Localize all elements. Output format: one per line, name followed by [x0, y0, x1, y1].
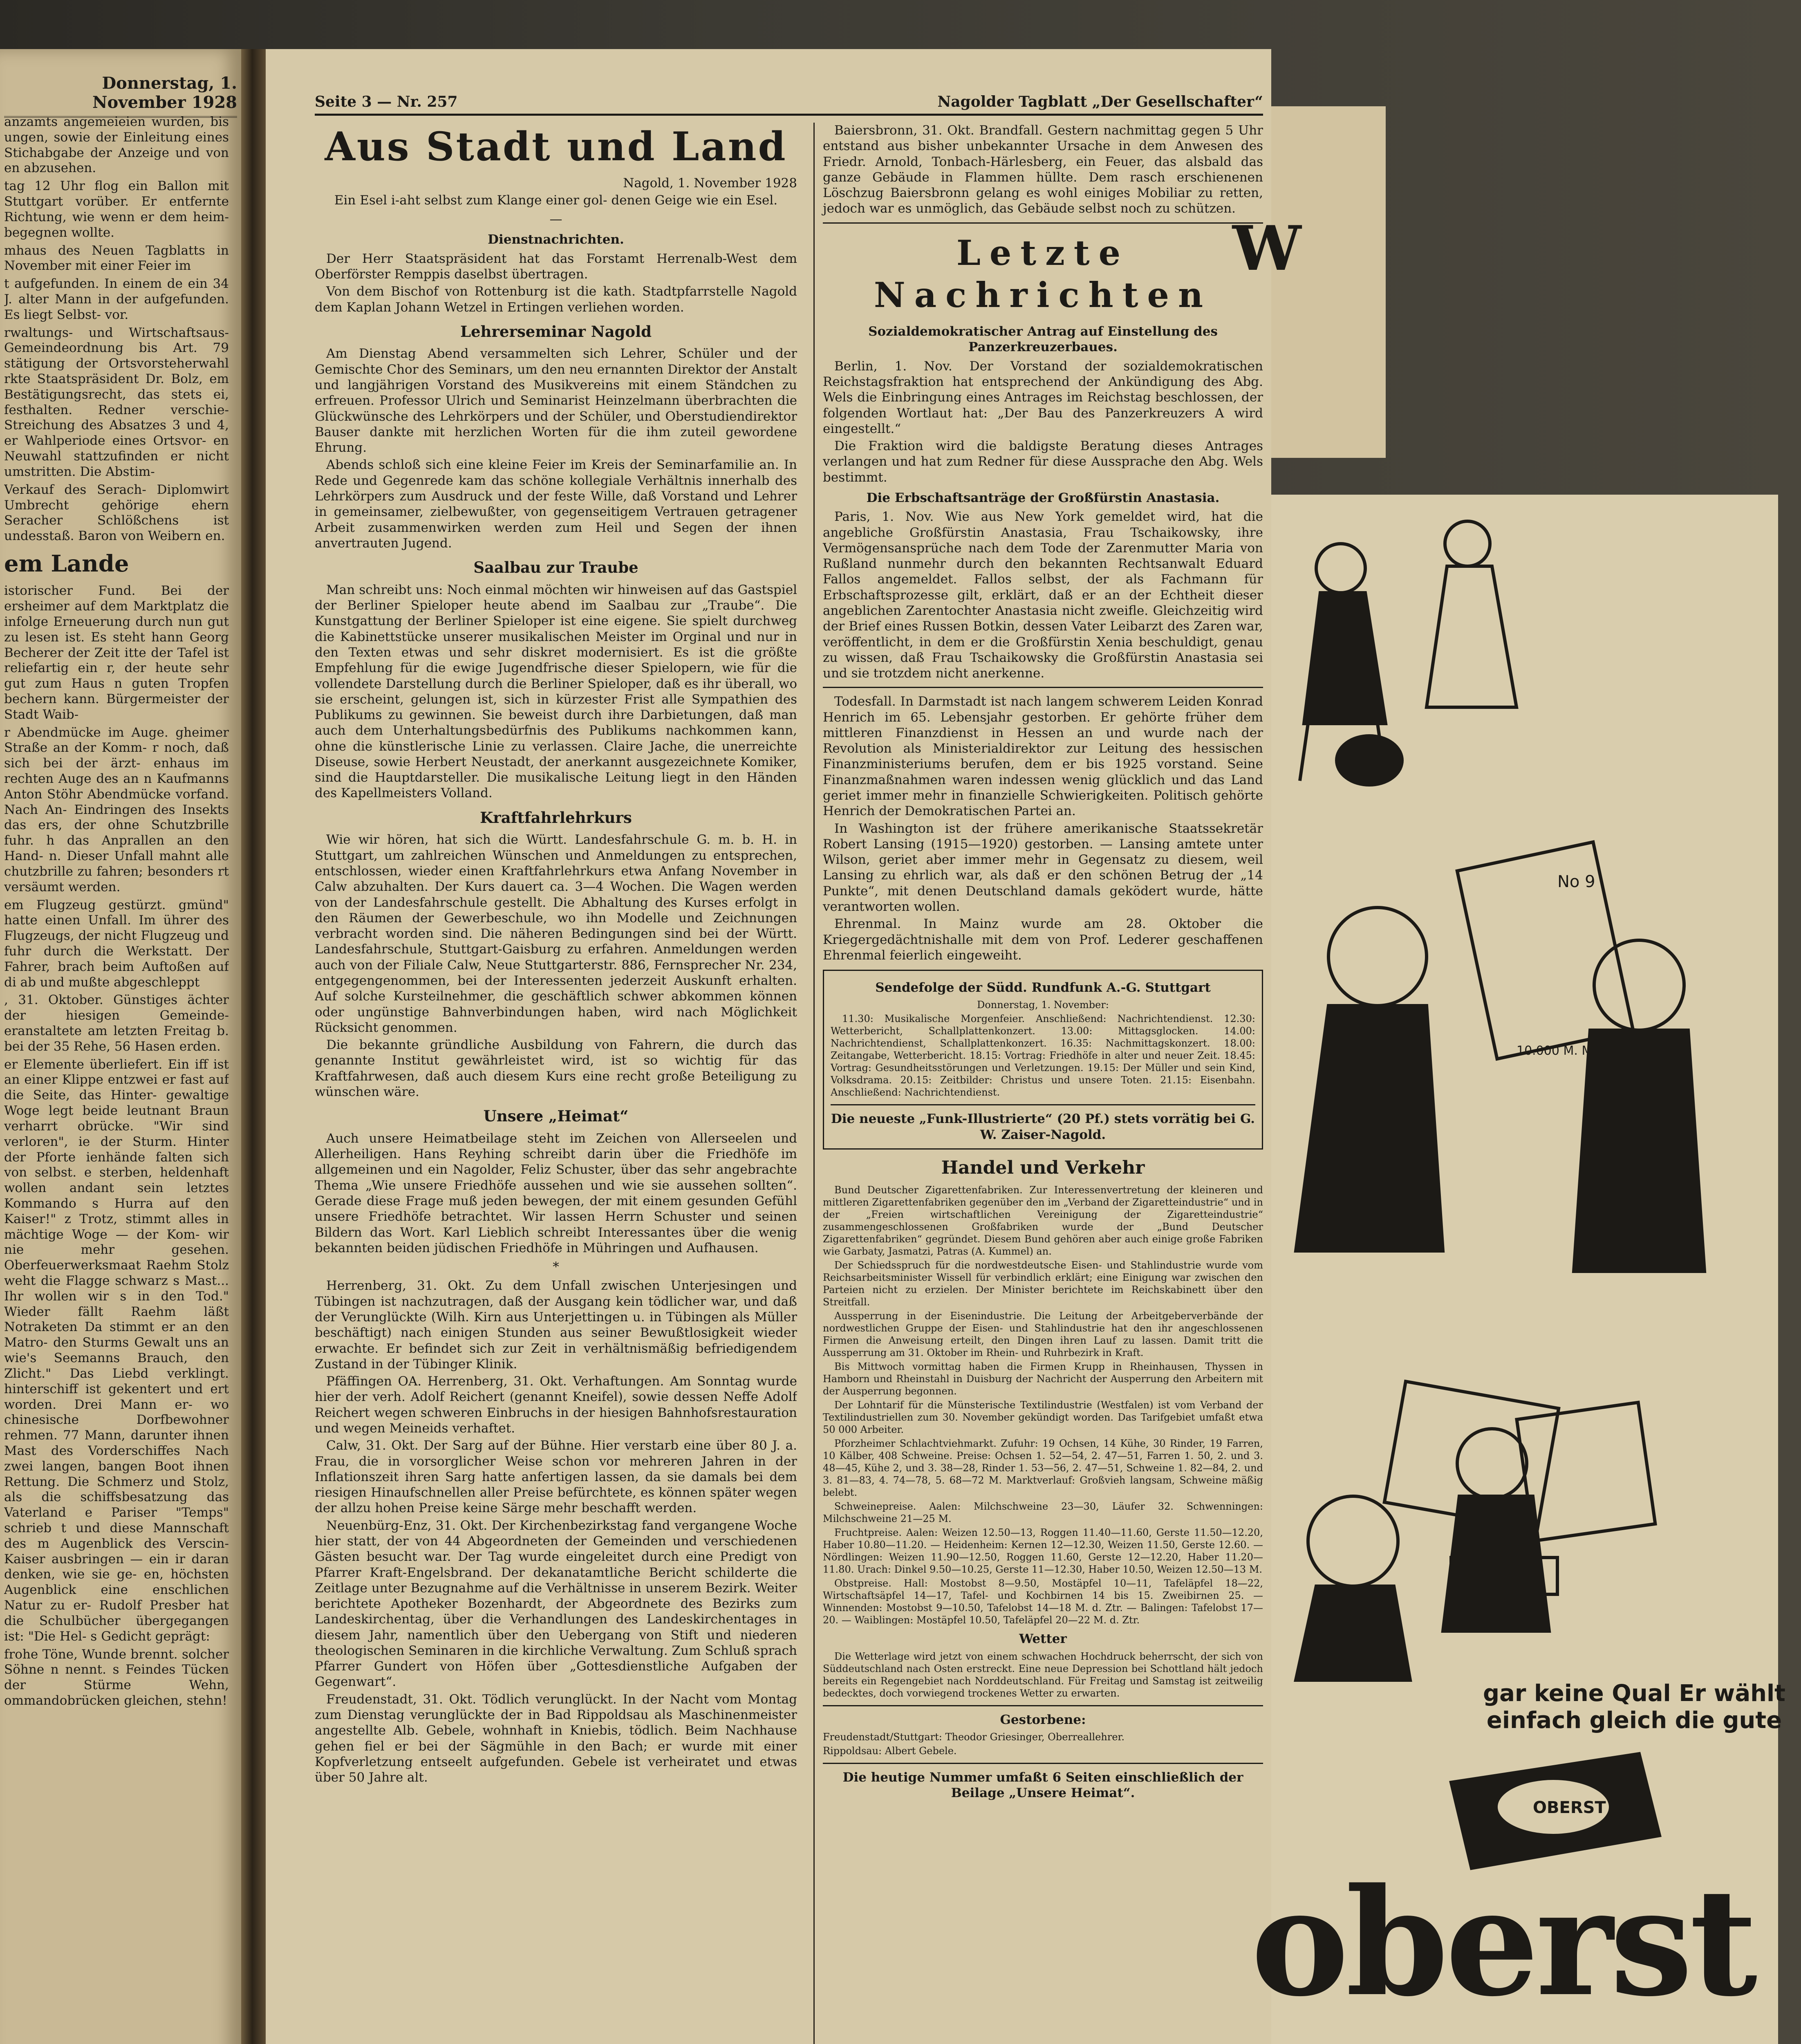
- lp-paragraph: istorischer Fund. Bei der ersheimer auf dem Marktplatz die infolge Erneuerung durch nun gut zu lesen ist. Es steht hann Georg Becherer der Zeit itte der Tafel ist reliefartig ein r, der heute sehr gut zum Haus n guten Tropfen bechern kann. Bürgermeister der Stadt Waib-: [4, 583, 229, 722]
- left-page-header: Donnerstag, 1. November 1928: [4, 74, 237, 118]
- left-page: [0, 49, 241, 2044]
- article-text: Pfäffingen OA. Herrenberg, 31. Okt. Verhaftungen. Am Sonntag wurde hier der verh. Adolf Reichert (genannt Kneifel), sowie dessen Neffe Adolf Reichert wegen schweren Einbruchs in der hiesigen Bahnhofsrestauration und wegen Meineids verhaftet.: [315, 1374, 797, 1436]
- lp-paragraph: rwaltungs- und Wirtschaftsaus- Gemeindeordnung bis Art. 79 stätigung der Ortsvorsteherwahl rkte Staatspräsident Dr. Bolz, em Bestätigungsrecht, das stets ei, festhalten. Redner verschie- Streichung des Absatzes 3 und 4, er Wahlperiode eines Ortsvor- en Neuwahl stattzufinden er nicht umstritten. Die Abstim-: [4, 325, 229, 479]
- page-header: [315, 86, 1263, 116]
- page-gutter: [241, 49, 266, 2044]
- article-text: Auch unsere Heimatbeilage steht im Zeichen von Allerseelen und Allerheiligen. Hans Reyhing schreibt darin über die Friedhöfe im allgemeinen und ein Nagolder, Feliz Schuster, über das sehr angebrachte Thema „Wie unsere Friedhöfe aussehen und wie sie aussehen sollten“. Gerade diese Frage muß jeden bewegen, der mit einem gesunden Gefühl unsere Friedhöfe betrachtet. Wir lassen Herrn Schuster und seinen Bildern das Wort. Karl Lieblich schreibt Interessantes über die wenig bekannten beiden jüdischen Friedhöfe in Mühringen und Aufhausen.: [315, 1131, 797, 1255]
- article-text: Von dem Bischof von Rottenburg ist die kath. Stadtpfarrstelle Nagold dem Kaplan Johann Wetzel in Ertingen verliehen worden.: [315, 284, 797, 315]
- ad-tagline: gar keine Qual Er wählt einfach gleich die gute: [1483, 1680, 1785, 1734]
- trade-text: Bund Deutscher Zigarettenfabriken. Zur Interessenvertretung der kleineren und mittleren Zigarettenfabriken gegenüber den im „Verband der Zigaretteindustrie“ und in der „Freien wirtschaftlichen Vereinigung der Zigaretteindustrie“ zusammengeschlossenen Großfabriken wurde der „Bund Deutscher Zigarettenfabriken“ gegründet. Diesem Bund gehören aber auch einige große Fabriken wie Garbaty, Jasmatzi, Patras (A. Kummel) an.: [823, 1184, 1263, 1257]
- article-text: Herrenberg, 31. Okt. Zu dem Unfall zwischen Unterjesingen und Tübingen ist nachzutragen, daß der Ausgang kein tödlicher war, und daß der Verunglückte (Wilh. Kirn aus Unterjettingen u. in Tübingen als Müller beschäftigt) nach einigen Stunden aus seiner Bewußtlosigkeit wieder erwachte. Er befindet sich zur Zeit in verhältnismäßig befriedigendem Zustand in der Tübinger Klinik.: [315, 1278, 797, 1372]
- lp-paragraph: r Abendmücke im Auge. gheimer Straße an der Komm- r noch, daß sich bei der ärzt- enhaus im rechten Auge des an n Kaufmanns Anton Stöhr Abendmücke vorfand. Nach An- Eindringen des Insekts das ers, der ohne Schutzbrille fuhr. h das Anprallen an den Hand- n. Dieser Unfall mahnt alle chutzbrille zu fahren; besonders rt versäumt werden.: [4, 725, 229, 894]
- article-text: Der Herr Staatspräsident hat das Forstamt Herrenalb-West dem Oberförster Remppis daselbst übertragen.: [315, 251, 797, 282]
- lp-section-title: em Lande: [4, 550, 129, 577]
- lp-paragraph: em Flugzeug gestürzt. gmünd" hatte einen Unfall. Im ührer des Flugzeugs, der nicht Flugzeug und fuhr durch die Werkstatt. Der Fahrer, brach beim Auftoßen auf di ab und mußte abgeschleppt: [4, 897, 229, 990]
- divider: [831, 1104, 1255, 1105]
- divider: [823, 1705, 1263, 1706]
- article-text: Baiersbronn, 31. Okt. Brandfall. Gestern nachmittag gegen 5 Uhr entstand aus bisher unbekannter Ursache in dem Anwesen des Friedr. Arnold, Tonbach-Härlesberg, ein Feuer, das alsbald das ganze Gebäude in Flammen hüllte. Dem rasch erschienenen Löschzug Baiersbronn gelang es wohl einiges Mobiliar zu retten, jedoch war es unmöglich, das Gebäude selbst noch zu schützen.: [823, 123, 1263, 216]
- section-title: Letzte Nachrichten: [874, 232, 1212, 316]
- article-heading: Die Erbschaftsanträge der Großfürstin Anastasia.: [866, 490, 1220, 505]
- masthead: Nagolder Tagblatt „Der Gesellschafter“: [937, 93, 1263, 110]
- separator-star: *: [553, 1260, 559, 1275]
- column-1: [315, 123, 797, 2044]
- trade-text: Obstpreise. Hall: Mostobst 8—9.50, Mostäpfel 10—11, Tafeläpfel 18—22, Wirtschaftsäpfel 14—17, Tafel- und Kochbirnen 14 bis 15. Zweibirnen 25. — Winnenden: Mostobst 9—10.50, Tafelobst 14—18 M. d. Ztr. — Balingen: Tafelobst 17—20. — Waiblingen: Mostäpfel 10.50, Tafeläpfel 20—22 M. d. Ztr.: [823, 1578, 1263, 1626]
- trade-text: Der Schiedsspruch für die nordwestdeutsche Eisen- und Stahlindustrie wurde vom Reichsarbeitsminister Wissell für verbindlich erklärt; eine Einigung war zwischen den Parteien nicht zu erzielen. Der Minister berichtete im Reichskabinett über den Streitfall.: [823, 1260, 1263, 1308]
- article-text: Die Fraktion wird die baldigste Beratung dieses Antrages verlangen und hat zum Redner für diese Aussprache den Abg. Wels bestimmt.: [823, 439, 1263, 485]
- radio-note: Die neueste „Funk-Illustrierte“ (20 Pf.) stets vorrätig bei G. W. Zaiser-Nagold.: [831, 1112, 1255, 1142]
- article-heading: Dienstnachrichten.: [488, 232, 624, 247]
- left-page-text: [4, 114, 229, 2044]
- section-title: Handel und Verkehr: [941, 1157, 1145, 1178]
- trade-text: Fruchtpreise. Aalen: Weizen 12.50—13, Roggen 11.40—11.60, Gerste 11.50—12.20, Haber 10.80—11.20. — Heidenheim: Kernen 12—12.30, Weizen 11.50, Gerste 12.60. — Nördlingen: Weizen 11.90—12.50, Roggen 11.60, Gerste 12—12.20, Haber 11.20—11.80. Urach: Dinkel 9.50—10.25, Gerste 11—12.30, Haber 10.50, Weizen 12.50—13 M.: [823, 1527, 1263, 1576]
- article-text: Todesfall. In Darmstadt ist nach langem schwerem Leiden Konrad Henrich im 65. Lebensjahr gestorben. Er gehörte früher dem mittleren Finanzdienst in Hessen an und wurde nach der Revolution als Ministerialdirektor zur Leitung des hessischen Finanzministeriums berufen, dem er bis 1925 vorstand. Seine Finanzmaßnahmen waren indessen wenig glücklich und das Land geriet immer mehr in finanzielle Schwierigkeiten. Politisch gehörte Henrich der Demokratischen Partei an.: [823, 694, 1263, 819]
- radio-box: [823, 970, 1263, 1150]
- article-heading: Lehrerseminar Nagold: [460, 322, 652, 341]
- article-text: Paris, 1. Nov. Wie aus New York gemeldet wird, hat die angebliche Großfürstin Anastasia, Frau Tschaikowsky, ihre Vermögensansprüche nach dem Tode der Zarenmutter Maria von Rußland nunmehr durch den bekannten Rechtsanwalt Eduard Fallos angemeldet. Fallos selbst, der als Fachmann für Erbschaftsprozesse gilt, erklärt, daß er an der Echtheit dieser angeblichen Zarentochter Anastasia nicht zweifle. Gleichzeitig wird der Brief eines Russen Botkin, dessen Vater Leibarzt des Zaren war, veröffentlicht, in dem er die Großfürstin Xenia beschuldigt, genau zu wissen, daß Frau Tschaikowsky die Großfürstin Anastasia sei und sie trotzdem nicht anerkenne.: [823, 509, 1263, 681]
- issue-footer: Die heutige Nummer umfaßt 6 Seiten einschließlich der Beilage „Unsere Heimat“.: [842, 1770, 1243, 1801]
- article-text: Berlin, 1. Nov. Der Vorstand der sozialdemokratischen Reichstagsfraktion hat entsprechend der Ankündigung des Abg. Wels die Einbringung eines Antrages im Reichstag beschlossen, der folgenden Wortlaut hat: „Der Bau des Panzerkreuzers A wird eingestellt.“: [823, 359, 1263, 436]
- article-text: Man schreibt uns: Noch einmal möchten wir hinweisen auf das Gastspiel der Berliner Spieloper heute abend im Saalbau zur „Traube“. Die Kunstgattung der Berliner Spieloper ist eine eigene. Sie spielt durchweg die Kabinettstücke unserer musikalischen Meister im Orginal und nur in den Texten etwas und sehr diskret modernisiert. Es ist die größte Empfehlung für die ewige Jugendfrische dieser Spielopern, wie für die vollendete Darstellung durch die Berliner Spieloper, daß es ihr überall, wo sie erscheint, gelungen ist, sich in kürzester Frist alle Sympathien des Publikums zu gewinnen. Sie beweist durch ihre Darbietungen, daß man auch dem Unterhaltungsbedürfnis des Publikums nachkommen kann, ohne die künstlerische Linie zu verlassen. Claire Jache, die unerreichte Diseuse, sowie Herbert Neustadt, der anerkannt ausgezeichnete Komiker, sind die Hauptdarsteller. Die musikalische Leitung liegt in den Händen des Kapellmeisters Volland.: [315, 582, 797, 801]
- article-heading: Kraftfahrlehrkurs: [480, 808, 632, 827]
- article-text: Wie wir hören, hat sich die Württ. Landesfahrschule G. m. b. H. in Stuttgart, um zahlreichen Wünschen und Anmeldungen zu entsprechen, entschlossen, wieder einen Kraftfahrlehrkurs etwa Anfang November in Calw abzuhalten. Der Kurs dauert ca. 3—4 Wochen. Die Wagen werden von der Landesfahrschule gestellt. Die Abhaltung des Kurses erfolgt in den Räumen der Gewerbeschule, wo ihn Modelle und Zeichnungen verbracht worden sind. Die näheren Bedingungen sind bei der Württ. Landesfahrschule, Stuttgart-Gaisburg zu erfahren. Anmeldungen werden auch von der Filiale Calw, Neue Stuttgarterstr. 886, Fernsprecher Nr. 234, entgegengenommen, bei der Interessenten jederzeit Auskunft erhalten. Auf solche Kursteilnehmer, die geschäftlich schwer abkommen können oder ungünstige Bahnverbindungen haben, wird nach Möglichkeit Rücksicht genommen.: [315, 832, 797, 1035]
- trade-text: Pforzheimer Schlachtviehmarkt. Zufuhr: 19 Ochsen, 14 Kühe, 30 Rinder, 19 Farren, 10 Kälber, 408 Schweine. Preise: Ochsen 1. 52—54, 2. 47—51, Farren 1. 50, 2. und 3. 48—45, Kühe 2, und 3. 38—28, Rinder 1. 53—56, 2. 47—51, Schweine 1. 82—84, 2. und 3. 81—83, 4. 74—78, 5. 68—72 M. Marktverlauf: Großvieh langsam, Schweine mäßig belebt.: [823, 1438, 1263, 1499]
- main-page: [266, 49, 1271, 2044]
- column-2: [813, 123, 1263, 2044]
- article-text: Am Dienstag Abend versammelten sich Lehrer, Schüler und der Gemischte Chor des Seminars, um den neu ernannten Direktor der Anstalt und langjährigen Vorstand des Musikvereins mit einem Ständchen zu erfreuen. Professor Ulrich und Seminarist Heinzelmann überbrachten die Glückwünsche des Lehrkörpers und der Schüler, und Oberstudiendirektor Bauser dankte mit herzlichen Worten für die ihm zuteil gewordene Ehrung.: [315, 346, 797, 455]
- page-number: Seite 3 — Nr. 257: [315, 93, 458, 110]
- lp-paragraph: tag 12 Uhr flog ein Ballon mit Stuttgart vorüber. Er entfernte Richtung, wie wenn er dem heim- begegnen wollte.: [4, 179, 229, 240]
- lp-paragraph: anzamts angemeieien wurden, bis ungen, sowie der Einleitung eines Stichabgabe der Anzeige und von en abzusehen.: [4, 114, 229, 176]
- motto: Ein Esel i-aht selbst zum Klange einer gol- denen Geige wie ein Esel.: [334, 193, 778, 208]
- divider: [823, 687, 1263, 688]
- ad-fragment-letter: W: [1232, 213, 1301, 285]
- article-text: Ehrenmal. In Mainz wurde am 28. Oktober die Kriegergedächtnishalle mit dem von Prof. Lederer geschaffenen Ehrenmal feierlich eingeweiht.: [823, 917, 1263, 963]
- lp-paragraph: Verkauf des Serach- Diplomwirt Umbrecht gehörige ehern Seracher Schlößchens ist undesstaß. Baron von Weibern en.: [4, 482, 229, 544]
- divider: [823, 1763, 1263, 1764]
- trade-text: Der Lohntarif für die Münsterische Textilindustrie (Westfalen) ist vom Verband der Textilindustriellen zum 30. November gekündigt worden. Das Tarifgebiet umfaßt etwa 50 000 Arbeiter.: [823, 1399, 1263, 1436]
- article-text: Freudenstadt, 31. Okt. Tödlich verunglückt. In der Nacht vom Montag zum Dienstag verunglückte der in Bad Rippoldsau als Maschinenmeister angestellte Alb. Gebele, wohnhaft in Kniebis, tödlich. Beim Nachhause gehen fiel er bei der Sägmühle in den Bach; er wurde mit einer Kopfverletzung entseelt aufgefunden. Gebele ist verheiratet und etwas über 50 Jahre alt.: [315, 1692, 797, 1785]
- ad-illustration: [1271, 495, 1778, 2044]
- trade-text: Schweinepreise. Aalen: Milchschweine 23—30, Läufer 32. Schwenningen: Milchschweine 21—25 M.: [823, 1501, 1263, 1525]
- death-entry: Freudenstadt/Stuttgart: Theodor Griesinger, Oberreallehrer.: [823, 1731, 1125, 1743]
- article-heading: Unsere „Heimat“: [483, 1107, 629, 1125]
- article-text: Neuenbürg-Enz, 31. Okt. Der Kirchenbezirkstag fand vergangene Woche hier statt, der von 44 Abgeordneten der Gemeinden und verschiedenen Gästen besucht war. Der Tag wurde eingeleitet durch eine Predigt von Pfarrer Kraft-Engelsbrand. Der dekanatamtliche Bericht schilderte die Zeitlage unter Bezugnahme auf die Verhältnisse in unserem Bezirk. Weiter berichtete Apotheker Bozenhardt, der Abgeordnete des Bezirks zum Landeskirchentag, über die Verhandlungen des Landeskirchentages in diesem Jahr, namentlich über den Uebergang von Stift und niederen theologischen Seminaren in die kirchliche Verwaltung. Zum Schluß sprach Pfarrer Gundert von Höfen über „Gottesdienstliche Aufgaben der Gegenwart“.: [315, 1518, 797, 1690]
- pack-label: OBERST: [1533, 1798, 1606, 1817]
- price-tag: 10.000 M. MITGIFT: [1517, 1044, 1631, 1058]
- article-text: Die bekannte gründliche Ausbildung von Fahrern, die durch das genannte Institut gewährleistet wird, ist so wichtig für das Kraftfahrwesen, daß auch diesem Kurs eine recht große Beteiligung zu wünschen wäre.: [315, 1038, 797, 1099]
- article-text: Calw, 31. Okt. Der Sarg auf der Bühne. Hier verstarb eine über 80 J. a. Frau, die in vorsorglicher Weise schon vor mehreren Jahren in der Inflationszeit ihren Sarg hatte anfertigen lassen, da sie damals bei dem riesigen Hinaufschnellen aller Preise befürchtete, es können später wegen der allzu hohen Preise keine Särge mehr beschafft werden.: [315, 1438, 797, 1516]
- section-title: Aus Stadt und Land: [325, 123, 787, 170]
- lp-paragraph: , 31. Oktober. Günstiges ächter der hiesigen Gemeinde- eranstaltete am letzten Freitag b. bei der 35 Rehe, 56 Hasen erden.: [4, 993, 229, 1054]
- ad-page: [1271, 495, 1778, 2044]
- bellboy-illustration: [1296, 1429, 1557, 1680]
- radio-program: 11.30: Musikalische Morgenfeier. Anschließend: Nachrichtendienst. 12.30: Wetterbericht, Schallplattenkonzert. 13.00: Mittagsglocken. 14.00: Nachrichtendienst, Schallplattenkonzert. 16.35: Nachmittagskonzert. 18.00: Zeitangabe, Wetterbericht. 18.15: Vortrag: Friedhöfe in alter und neuer Zeit. 18.45: Vortrag: Gesundheitsstörungen und Verletzungen. 19.15: Der Müller und sein Kind, Volksdrama. 20.15: Zeitbilder: Christus und unsere Toten. 21.15: Eisenbahn. Anschließend: Nachrichtendienst.: [831, 1013, 1255, 1098]
- article-heading: Saalbau zur Traube: [473, 558, 638, 577]
- article-text: Abends schloß sich eine kleine Feier im Kreis der Seminarfamilie an. In Rede und Gegenrede kam das schöne kollegiale Verhältnis innerhalb des Lehrkörpers zum Ausdruck und der feste Wille, daß Vorstand und Lehrer in gemeinsamer, zielbewußter, von gegenseitigem Vertrauen getragener Arbeit zusammenwirken werden zum Heil und Segen der ihnen anvertrauten Jugend.: [315, 457, 797, 551]
- deaths-title: Gestorbene:: [1000, 1712, 1086, 1727]
- weather-title: Wetter: [1019, 1632, 1067, 1647]
- dateline: Nagold, 1. November 1928: [623, 175, 797, 191]
- men-illustration: [1296, 842, 1705, 1541]
- article-heading: Sozialdemokratischer Antrag auf Einstellung des Panzerkreuzerbaues.: [868, 324, 1218, 355]
- radio-title: Sendefolge der Südd. Rundfunk A.-G. Stuttgart: [875, 980, 1211, 995]
- lp-paragraph: mhaus des Neuen Tagblatts in November mit einer Feier im: [4, 243, 229, 273]
- lp-paragraph: er Elemente überliefert. Ein iff ist an einer Klippe entzwei er fast auf die Seite, das Hinter- gewaltige Woge legt beide leutnant Braun verharrt obrücke. "Wir sind verloren", ie der Sturm. Hinter der Pforte ienhände falten sich von selbst. e sterben, heldenhaft wollen andant sein letztes Kommando s Hurra auf den Kaiser!" z Trotz, stimmt alles in mächtige Woge — der Kom- wir nie mehr gesehen. Oberfeuerwerksmaat Raehm Stolz weht die Flagge schwarz s Mast... Ihr wollen wir s in den Tod." Wieder fällt Raehm läßt Notraketen Da stimmt er an den Matro- den Sturms Gewalt uns an wie's Seemanns Brauch, den Zlicht." Das Liebd verklingt. hinterschiff ist gekentert und ert worden. Drei Mann er- wo chinesische Dorfbewohner rehmen. 77 Mann, darunter ihnen Mast des Vorderschiffes Nach zwei langen, bangen Boot ihnen Rettung. Die Schmerz und Stolz, als die schiffsbesatzung das Vaterland e Pariser "Temps" schrieb t und diese Mannschaft des m Augenblick des Verscin- Kaiser ausbringen — ein ir daran denken, wie sie ge- en, höchsten Augenblick eine enschlichen Natur zu er- Rudolf Presber hat die Schulbücher übergegangen ist: "Die Hel- s Gedicht geprägt:: [4, 1057, 229, 1644]
- separator: —: [549, 212, 562, 227]
- weather-text: Die Wetterlage wird jetzt von einem schwachen Hochdruck beherrscht, der sich von Süddeutschland nach Osten erstreckt. Eine neue Depression bei Schottland hält jedoch bereits ein Regengebiet nach Norddeutschland. Für Freitag und Samstag ist zeitweilig bedecktes, doch vorwiegend trockenes Wetter zu erwarten.: [823, 1650, 1263, 1699]
- couple-illustration: [1300, 521, 1517, 785]
- divider: [823, 222, 1263, 224]
- trade-text: Bis Mittwoch vormittag haben die Firmen Krupp in Rheinhausen, Thyssen in Hamborn und Rheinstahl in Duisburg der Nachricht der Ausperrung den Arbeitern mit der Ausperrung begonnen.: [823, 1361, 1263, 1397]
- lp-paragraph: frohe Töne, Wunde brennt. solcher Söhne n nennt. s Feindes Tücken der Stürme Wehn, ommandobrücken gleichen, stehn!: [4, 1647, 229, 1708]
- article-text: In Washington ist der frühere amerikanische Staatssekretär Robert Lansing (1915—1920) gestorben. — Lansing amtete unter Wilson, geriet aber immer mehr in Gegensatz zu diesem, weil Lansing zu ehrlich war, als daß er den schönen Betrug der „14 Punkte“, mit denen Deutschland damals geködert wurde, hätte verantworten wollen.: [823, 821, 1263, 914]
- trade-text: Aussperrung in der Eisenindustrie. Die Leitung der Arbeitgeberverbände der nordwestlichen Gruppe der Eisen- und Stahlindustrie hat den ihr angeschlossenen Firmen die Anweisung erteilt, den Dingen ihren Lauf zu lassen. Damit tritt die Aussperrung am 31. Oktober im Rhein- und Ruhrbezirk in Kraft.: [823, 1310, 1263, 1359]
- lp-paragraph: t aufgefunden. In einem de ein 34 J. alter Mann in der aufgefunden. Es liegt Selbst- vor.: [4, 276, 229, 322]
- ad-brand: oberst: [1251, 1856, 1754, 2029]
- note-label: No 9: [1557, 872, 1595, 891]
- radio-date: Donnerstag, 1. November:: [977, 999, 1109, 1011]
- death-entry: Rippoldsau: Albert Gebele.: [823, 1745, 957, 1757]
